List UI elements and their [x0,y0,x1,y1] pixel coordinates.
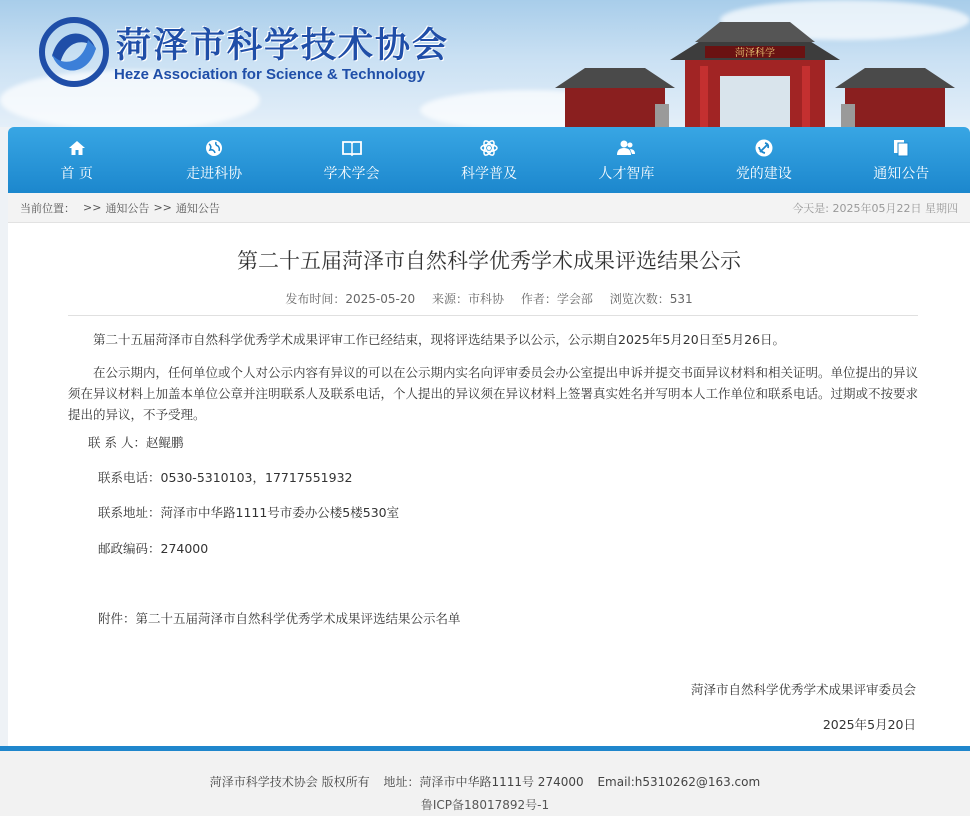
nav-item-talent[interactable] [558,127,695,193]
people-icon [616,138,636,158]
article-title: 第二十五届菏泽市自然科学优秀学术成果评选结果公示 [237,249,741,273]
footer-icp[interactable]: 鲁ICP备18017892号-1 [420,798,550,812]
nav-item-notices[interactable] [833,127,970,193]
nav-label: 人才智库 [598,165,655,182]
globe-icon [204,138,224,158]
nav-label: 首 页 [60,165,93,182]
nav-label: 学术学会 [323,165,380,182]
footer-email[interactable]: Email:h5310262@163.com [597,775,761,789]
footer-address: 地址：菏泽市中华路1111号 274000 [383,775,584,789]
paragraph-objection: 在公示期内，任何单位或个人对公示内容有异议的可以在公示期内实名向评审委员会办公室提出申诉并提交书面异议材料和相关证明。单位提出的异议须在异议材料上加盖本单位公章并注明联系人及联系电话，个人提出的异议须在异议材料上签署真实姓名并写明本人工作单位和联系电话。过期或不按要求提出的异议，不予受理。 [68,365,919,422]
signature-date: 2025年5月20日 [822,717,916,732]
breadcrumb-link-notices[interactable]: 通知公告 [105,201,150,215]
documents-icon [891,138,911,158]
publish-date: 2025-05-20 [345,292,416,306]
book-icon [342,138,362,158]
postal-code: 邮政编码：274000 [98,541,209,556]
paragraph-intro: 第二十五届菏泽市自然科学优秀学术成果评审工作已经结束，现将评选结果予以公示，公示期自2025年5月20日至5月26日。 [93,332,786,347]
contact-address: 联系地址：菏泽市中华路1111号市委办公楼5楼530室 [98,505,400,520]
contact-phone: 联系电话：0530-5310103，17717551932 [98,470,353,485]
site-title: 菏泽市科学技术协会 [116,25,450,66]
attachment-row [98,609,461,627]
memorial-gate-image [555,16,955,127]
nav-item-about[interactable] [145,127,282,193]
gate-sign: 菏泽科学 [735,48,775,59]
breadcrumb-separator: >> [153,201,172,214]
attachment-label: 附件： [98,611,136,626]
nav-label: 党的建设 [735,165,792,182]
views-count: 531 [669,292,693,306]
breadcrumb-link-notices-sub[interactable]: 通知公告 [175,201,220,215]
nav-item-party[interactable] [695,127,832,193]
signature-organization: 菏泽市自然科学优秀学术成果评审委员会 [690,682,916,697]
breadcrumb [8,193,970,223]
breadcrumb-separator: >> [83,201,102,214]
nav-item-academic[interactable] [283,127,420,193]
today-date: 今天是: 2025年05月22日 星期四 [792,201,958,215]
footer-copyright: 菏泽市科学技术协会 版权所有 [209,775,370,789]
contact-person: 联 系 人：赵鲲鹏 [88,435,184,450]
source-label: 来源： [431,292,468,306]
home-icon [67,138,87,158]
attachment-link[interactable]: 第二十五届菏泽市自然科学优秀学术成果评选结果公示名单 [135,611,461,626]
footer-info [0,773,970,790]
author-label: 作者： [520,292,557,306]
article-meta [8,290,970,307]
meta-divider [68,315,918,316]
views-label: 浏览次数： [609,292,670,306]
atom-icon [479,138,499,158]
nav-label: 走进科协 [186,165,243,182]
publish-label: 发布时间： [285,292,346,306]
site-logo-icon[interactable] [38,16,110,88]
nav-label: 通知公告 [873,165,930,182]
source-value: 市科协 [467,292,504,306]
main-nav [8,127,970,193]
party-emblem-icon [754,138,774,158]
site-subtitle: Heze Association for Science & Technology [114,66,425,83]
breadcrumb-prefix: 当前位置： [20,201,75,215]
nav-item-popularization[interactable] [420,127,557,193]
nav-item-home[interactable] [8,127,145,193]
article-content [8,223,970,746]
site-banner [0,0,970,127]
author-value: 学会部 [556,292,593,306]
site-footer [0,751,970,816]
nav-label: 科学普及 [460,165,517,182]
